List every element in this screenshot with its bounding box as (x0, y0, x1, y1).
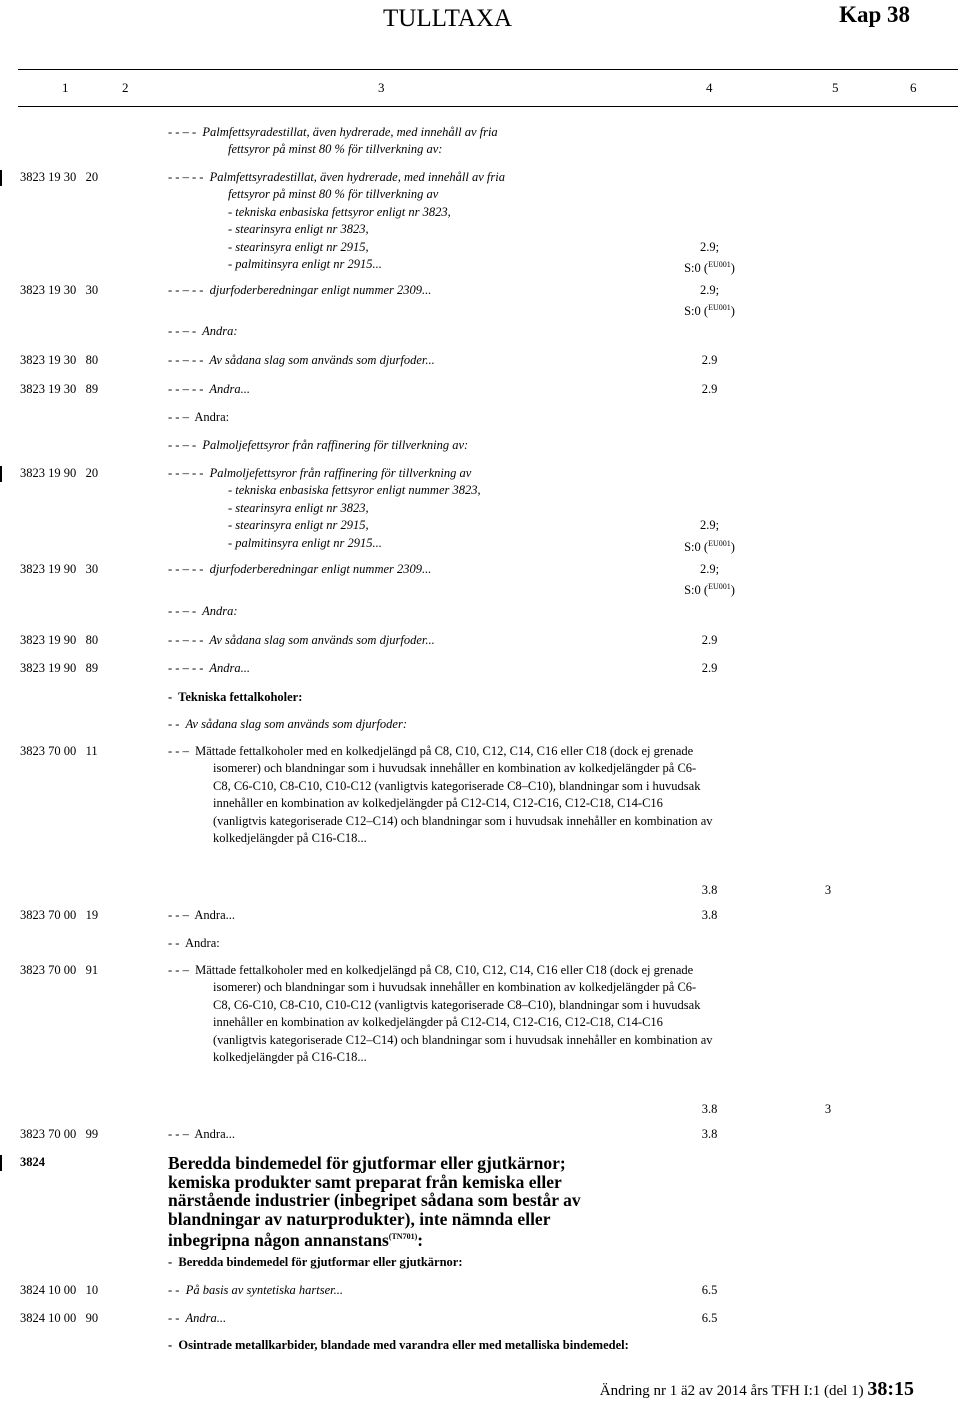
description: - - – - - Palmoljefettsyror från raffinering för tillverkning av - tekniska enbasiska fettsyror enligt nummer 3823, - stearinsyra enligt nr 3823, - stearinsyra enligt nr 2915, - palmitinsyra enligt nr 2915... (168, 466, 481, 550)
description: - - – - - djurfoderberedningar enligt nummer 2309... (168, 562, 432, 576)
column-3: 3 (378, 80, 385, 95)
description: - - På basis av syntetiska hartser... (168, 1283, 343, 1297)
commodity-code: 3823 19 30 80 (20, 353, 99, 367)
amendment-marker (0, 170, 2, 186)
description: - - – - Palmfettsyradestillat, även hydrerade, med innehåll av fria fettsyror på minst 80 % för tillverkning av: (168, 125, 498, 157)
description: - - – Andra... (168, 908, 235, 922)
commodity-code: 3824 10 00 10 (20, 1283, 99, 1297)
description: - - – - - Andra... (168, 661, 251, 675)
description: - - – Mättade fettalkoholer med en kolkedjelängd på C8, C10, C12, C14, C16 eller C18 (dock ej grenade isomerer) och blandningar som i huvudsak innehåller en kombination av kolkedjelängder på C6-C8, C6-C10, C8-C10, C10-C12 (vanligtvis kategoriserade C8–C10), blandningar som i huvudsak innehåller en kombination av kolkedjelängder på C12-C14, C12-C16, C12-C18, C14-C16 (vanligtvis kategoriserade C12–C14) och blandningar som i huvudsak innehåller en kombination av kolkedjelängder på C16-C18... (168, 963, 716, 1065)
description: - - – Andra: (168, 410, 230, 424)
duty-rate: 3.8 (701, 883, 718, 898)
commodity-code: 3823 19 90 89 (20, 661, 99, 675)
description: Beredda bindemedel för gjutformar eller gjutkärnor; kemiska produkter samt preparat från kemiska eller närstående industrier (inbegripet sådana som består av blandningar av naturprodukter), inte nämnda eller inbegripna någon annanstans$^{(TN701)}$: (168, 1153, 585, 1250)
column-1: 1 (62, 80, 69, 95)
page-title: TULLTAXA (383, 5, 513, 32)
commodity-code: 3823 19 30 89 (20, 382, 99, 396)
column-header (18, 69, 958, 107)
description: - Osintrade metallkarbider, blandade med varandra eller med metalliska bindemedel: (168, 1338, 629, 1352)
column-6: 6 (910, 80, 917, 95)
description: - - – Mättade fettalkoholer med en kolkedjelängd på C8, C10, C12, C14, C16 eller C18 (dock ej grenade isomerer) och blandningar som i huvudsak innehåller en kombination av kolkedjelängder på C6-C8, C6-C10, C8-C10, C10-C12 (vanligtvis kategoriserade C8–C10), blandningar som i huvudsak innehåller en kombination av kolkedjelängder på C12-C14, C12-C16, C12-C18, C14-C16 (vanligtvis kategoriserade C12–C14) och blandningar som i huvudsak innehåller en kombination av kolkedjelängder på C16-C18... (168, 744, 716, 846)
duty-rate: 2.9; S:0 ($^{EU001}$) (684, 283, 735, 319)
column-2: 2 (122, 80, 129, 95)
footer-text: Ändring nr 1 ä2 av 2014 års TFH I:1 (del 1) (599, 1383, 864, 1399)
description: - - – - - djurfoderberedningar enligt nummer 2309... (168, 283, 432, 297)
amendment-marker (0, 466, 2, 482)
description: - - – - - Av sådana slag som används som djurfoder... (168, 633, 435, 647)
description: - Beredda bindemedel för gjutformar eller gjutkärnor: (168, 1255, 463, 1269)
footer (600, 1378, 914, 1401)
description: - - – - - Av sådana slag som används som djurfoder... (168, 353, 435, 367)
duty-rate: 6.5 (701, 1283, 718, 1297)
chapter-label: Kap 38 (839, 2, 910, 27)
description: - - Andra: (168, 936, 220, 950)
commodity-code: 3823 19 30 20 (20, 170, 99, 184)
duty-rate: 6.5 (701, 1311, 718, 1325)
commodity-code: 3823 19 90 80 (20, 633, 99, 647)
commodity-code: 3823 70 00 91 (20, 963, 99, 977)
description: - - Av sådana slag som används som djurfoder: (168, 717, 408, 731)
commodity-code: 3823 19 90 20 (20, 466, 99, 480)
commodity-code: 3824 10 00 90 (20, 1311, 99, 1325)
duty-rate: 2.9 (701, 353, 718, 367)
amendment-marker (0, 1155, 2, 1171)
duty-rate: 2.9 (701, 382, 718, 396)
commodity-code: 3824 (20, 1155, 45, 1169)
duty-rate: 2.9; S:0 ($^{EU001}$) (684, 518, 735, 554)
description: - Tekniska fettalkoholer: (168, 690, 303, 704)
duty-rate: 3.8 (701, 1102, 718, 1117)
commodity-code: 3823 70 00 99 (20, 1127, 99, 1141)
description: - - Andra... (168, 1311, 227, 1325)
description: - - – - - Andra... (168, 382, 251, 396)
commodity-code: 3823 70 00 11 (20, 744, 98, 758)
duty-rate: 2.9; S:0 ($^{EU001}$) (684, 239, 735, 276)
duty-rate: 3.8 (701, 908, 718, 922)
description: - - – - - Palmfettsyradestillat, även hydrerade, med innehåll av fria fettsyror på minst 80 % för tillverkning av - tekniska enbasiska fettsyror enligt nr 3823, - stearinsyra enligt nr 3823, - stearinsyra enligt nr 2915, - palmitinsyra enligt nr 2915... (168, 170, 505, 272)
commodity-code: 3823 19 30 30 (20, 283, 99, 297)
column-5: 5 (832, 80, 839, 95)
description: - - – - Andra: (168, 604, 238, 618)
description: - - – - Andra: (168, 324, 238, 338)
page-number: 38:15 (867, 1378, 914, 1400)
commodity-code: 3823 19 90 30 (20, 562, 99, 576)
duty-rate: 2.9; S:0 ($^{EU001}$) (684, 562, 735, 598)
commodity-code: 3823 70 00 19 (20, 908, 99, 922)
note-ref: 3 (824, 883, 832, 898)
description: - - – - Palmoljefettsyror från raffinering för tillverkning av: (168, 438, 469, 452)
duty-rate: 2.9 (701, 633, 718, 647)
duty-rate: 2.9 (701, 661, 718, 675)
description: - - – Andra... (168, 1127, 235, 1141)
note-ref: 3 (824, 1102, 832, 1117)
column-4: 4 (706, 80, 713, 95)
duty-rate: 3.8 (701, 1127, 718, 1141)
